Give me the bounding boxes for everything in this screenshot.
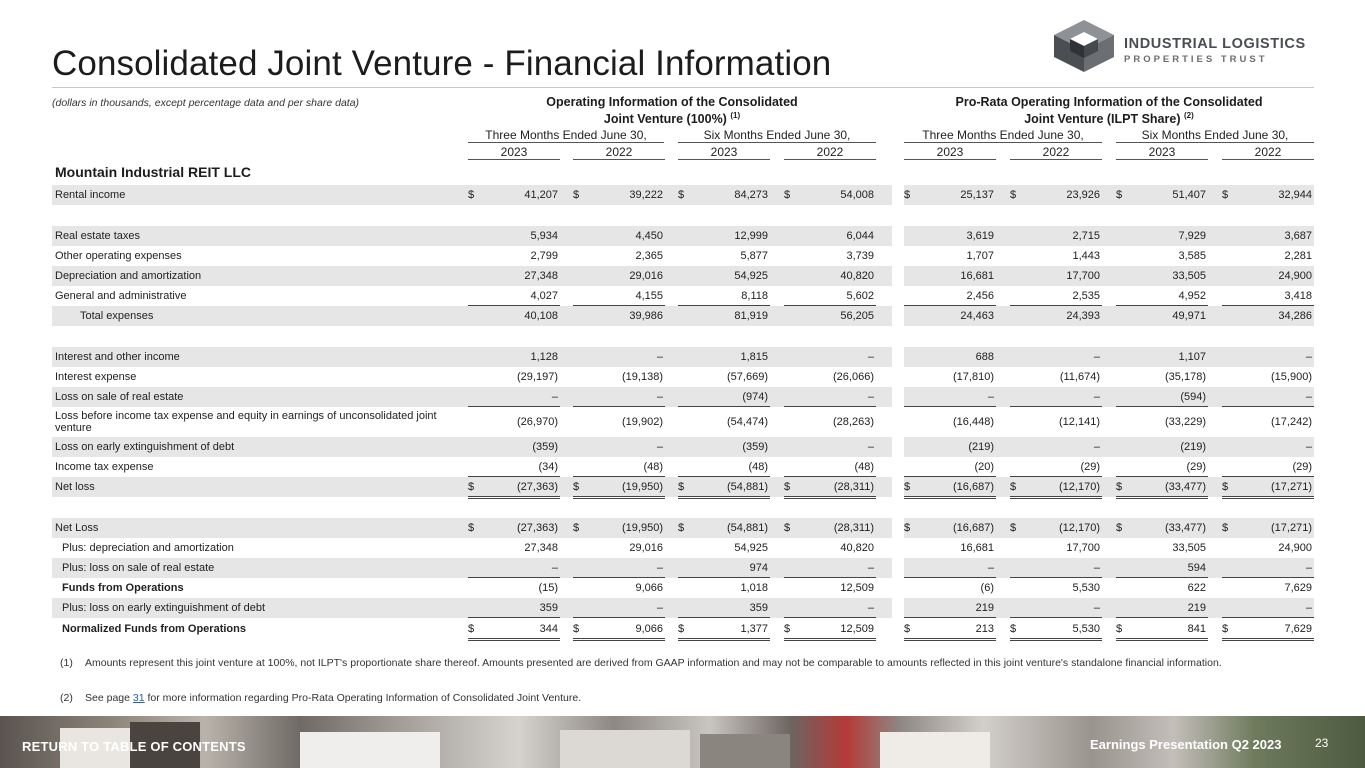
table-cell: (17,271) [1271, 522, 1312, 534]
logo-cube-icon [1052, 18, 1116, 74]
table-cell: – [1093, 602, 1100, 614]
table-cell: 841 [1187, 623, 1206, 635]
table-cell: 4,450 [635, 230, 663, 242]
table-cell: 5,934 [530, 230, 558, 242]
total-double-underline [573, 638, 665, 641]
currency-symbol: $ [573, 189, 580, 201]
sum-underline [573, 617, 665, 618]
table-cell: (48) [748, 461, 768, 473]
table-cell: – [987, 391, 994, 403]
table-cell: 40,820 [840, 542, 874, 554]
table-row [52, 578, 1314, 598]
table-cell: (19,950) [622, 481, 663, 493]
table-cell: 6,044 [846, 230, 874, 242]
currency-symbol: $ [1116, 481, 1123, 493]
logo-subname: PROPERTIES TRUST [1124, 54, 1268, 65]
table-cell: – [867, 441, 874, 453]
footnote-text: for more information regarding Pro-Rata Operating Information of Consolidated Joint Venture. [144, 692, 582, 704]
table-cell: 27,348 [524, 270, 558, 282]
row-label: Loss before income tax expense and equity in earnings of unconsolidated joint venture [55, 410, 437, 434]
table-cell: 1,377 [740, 623, 768, 635]
table-cell: 84,273 [734, 189, 768, 201]
row-label: Net Loss [55, 522, 99, 534]
table-cell: – [987, 562, 994, 574]
table-cell: – [551, 391, 558, 403]
company-logo [1052, 18, 1322, 74]
currency-symbol: $ [904, 189, 911, 201]
table-cell: – [656, 562, 663, 574]
trailer-shape [300, 732, 440, 768]
total-double-underline [904, 638, 996, 641]
table-cell: 17,700 [1066, 542, 1100, 554]
currency-symbol: $ [1222, 481, 1229, 493]
table-cell: (29) [1186, 461, 1206, 473]
table-row [52, 477, 1314, 497]
currency-symbol: $ [1010, 189, 1017, 201]
table-cell: 49,971 [1172, 310, 1206, 322]
sum-underline [468, 617, 560, 618]
table-cell: 7,929 [1178, 230, 1206, 242]
sum-underline [1010, 617, 1102, 618]
table-cell: – [1093, 562, 1100, 574]
table-cell: 32,944 [1278, 189, 1312, 201]
total-double-underline [1010, 638, 1102, 641]
table-row [52, 286, 1314, 306]
currency-symbol: $ [678, 623, 685, 635]
table-cell: – [656, 441, 663, 453]
table-cell: 12,999 [734, 230, 768, 242]
currency-symbol: $ [678, 522, 685, 534]
table-cell: 39,222 [629, 189, 663, 201]
table-cell: 33,505 [1172, 542, 1206, 554]
table-cell: (219) [968, 441, 994, 453]
year-header: 2022 [1222, 145, 1314, 160]
total-double-underline [1116, 638, 1208, 641]
table-cell: 622 [1187, 582, 1206, 594]
total-double-underline [678, 496, 770, 499]
table-cell: 344 [539, 623, 558, 635]
table-cell: (594) [1180, 391, 1206, 403]
table-cell: (34) [538, 461, 558, 473]
year-header: 2023 [904, 145, 996, 160]
currency-symbol: $ [573, 481, 580, 493]
total-double-underline [678, 638, 770, 641]
table-cell: 1,443 [1072, 250, 1100, 262]
currency-symbol: $ [904, 522, 911, 534]
table-cell: 2,365 [635, 250, 663, 262]
table-cell: (17,810) [953, 371, 994, 383]
currency-symbol: $ [573, 522, 580, 534]
table-row [52, 407, 1314, 437]
page-link[interactable]: 31 [132, 692, 145, 704]
table-cell: 33,505 [1172, 270, 1206, 282]
table-cell: – [1093, 441, 1100, 453]
table-row [52, 306, 1314, 326]
row-label: General and administrative [55, 290, 187, 302]
currency-symbol: $ [468, 189, 475, 201]
total-double-underline [573, 496, 665, 499]
table-cell: 12,509 [840, 623, 874, 635]
table-cell: (12,170) [1059, 481, 1100, 493]
table-cell: (17,242) [1271, 416, 1312, 428]
period-header: Three Months Ended June 30, [904, 128, 1102, 143]
row-label: Real estate taxes [55, 230, 140, 242]
table-cell: (26,970) [517, 416, 558, 428]
table-cell: (12,170) [1059, 522, 1100, 534]
left-group-footnote-ref: (1) [730, 111, 741, 120]
table-cell: 24,900 [1278, 542, 1312, 554]
table-cell: 27,348 [524, 542, 558, 554]
right-group-line1: Pro-Rata Operating Information of the Consolidated [955, 95, 1263, 109]
table-cell: (219) [1180, 441, 1206, 453]
footnote-text: Amounts represent this joint venture at 100%, not ILPT's proportionate share thereof. Amounts presented are derived from GAAP information and may not be comparable to amounts reflected in this joint venture's standalone financial information. [85, 657, 1222, 669]
table-row [52, 387, 1314, 407]
table-cell: 8,118 [741, 290, 768, 302]
trailer-shape [560, 730, 690, 768]
trailer-shape [700, 734, 790, 768]
table-cell: 34,286 [1278, 310, 1312, 322]
table-cell: – [656, 391, 663, 403]
left-group-line2: Joint Venture (100%) [603, 112, 727, 127]
table-cell: – [1305, 562, 1312, 574]
table-row [52, 266, 1314, 286]
table-cell: (35,178) [1165, 371, 1206, 383]
currency-symbol: $ [784, 481, 791, 493]
table-cell: – [1305, 351, 1312, 363]
table-row [52, 246, 1314, 266]
currency-symbol: $ [468, 481, 475, 493]
table-cell: 40,820 [840, 270, 874, 282]
table-cell: 54,008 [840, 189, 874, 201]
table-cell: (28,311) [833, 522, 874, 534]
table-cell: (19,902) [622, 416, 663, 428]
table-cell: 4,952 [1178, 290, 1206, 302]
period-header: Three Months Ended June 30, [468, 128, 664, 143]
table-row [52, 558, 1314, 578]
table-cell: 81,919 [734, 310, 768, 322]
table-cell: (54,881) [727, 522, 768, 534]
table-cell: 5,877 [740, 250, 768, 262]
table-cell: 359 [539, 602, 558, 614]
table-cell: 1,018 [740, 582, 768, 594]
table-cell: – [1093, 351, 1100, 363]
table-cell: (15) [538, 582, 558, 594]
table-cell: 12,509 [840, 582, 874, 594]
right-group-line2: Joint Venture (ILPT Share) [1024, 112, 1181, 127]
table-cell: 2,535 [1072, 290, 1100, 302]
table-cell: (48) [854, 461, 874, 473]
row-label: Interest expense [55, 371, 137, 383]
currency-symbol: $ [784, 189, 791, 201]
currency-symbol: $ [1010, 623, 1017, 635]
table-cell: (16,687) [953, 481, 994, 493]
table-cell: – [867, 391, 874, 403]
table-cell: 39,986 [629, 310, 663, 322]
total-double-underline [1222, 496, 1314, 499]
table-cell: 2,456 [966, 290, 994, 302]
table-row [52, 226, 1314, 246]
row-label: Income tax expense [55, 461, 154, 473]
table-cell: (11,674) [1059, 371, 1100, 383]
table-cell: (17,271) [1271, 481, 1312, 493]
table-cell: 3,418 [1284, 290, 1312, 302]
table-cell: (16,448) [953, 416, 994, 428]
currency-symbol: $ [1116, 522, 1123, 534]
table-cell: 2,715 [1072, 230, 1100, 242]
table-cell: (27,363) [517, 481, 558, 493]
row-label: Other operating expenses [55, 250, 182, 262]
table-cell: (29) [1080, 461, 1100, 473]
trailer-shape [880, 732, 990, 768]
total-double-underline [468, 496, 560, 499]
row-label: Loss on early extinguishment of debt [55, 441, 235, 453]
table-cell: – [867, 351, 874, 363]
year-header: 2023 [678, 145, 770, 160]
table-cell: 16,681 [960, 542, 994, 554]
table-cell: 54,925 [734, 542, 768, 554]
row-label: Funds from Operations [62, 582, 184, 594]
currency-symbol: $ [1222, 522, 1229, 534]
table-cell: 3,739 [846, 250, 874, 262]
table-cell: (54,881) [727, 481, 768, 493]
table-cell: 24,463 [960, 310, 994, 322]
currency-symbol: $ [1116, 623, 1123, 635]
presentation-label: Earnings Presentation Q2 2023 [1090, 737, 1282, 752]
table-cell: 4,027 [530, 290, 558, 302]
currency-symbol: $ [1010, 481, 1017, 493]
table-cell: 3,619 [966, 230, 994, 242]
left-group-header [468, 96, 876, 126]
period-header: Six Months Ended June 30, [1116, 128, 1314, 143]
table-cell: (28,263) [833, 416, 874, 428]
table-cell: 2,799 [530, 250, 558, 262]
table-row [52, 457, 1314, 477]
table-cell: – [867, 562, 874, 574]
table-row [52, 619, 1314, 639]
row-label: Net loss [55, 481, 95, 493]
table-cell: 51,407 [1172, 189, 1206, 201]
logo-name: INDUSTRIAL LOGISTICS [1124, 36, 1306, 52]
table-cell: (20) [974, 461, 994, 473]
table-cell: (359) [532, 441, 558, 453]
table-cell: 2,281 [1284, 250, 1312, 262]
table-cell: (974) [742, 391, 768, 403]
table-cell: (15,900) [1271, 371, 1312, 383]
table-cell: 4,155 [635, 290, 663, 302]
table-cell: (27,363) [517, 522, 558, 534]
sum-underline [784, 617, 876, 618]
table-cell: (19,950) [622, 522, 663, 534]
currency-symbol: $ [784, 623, 791, 635]
table-cell: (48) [643, 461, 663, 473]
table-cell: 1,815 [740, 351, 768, 363]
sum-underline [678, 617, 770, 618]
table-cell: – [656, 351, 663, 363]
table-row [52, 437, 1314, 457]
table-cell: – [551, 562, 558, 574]
row-label: Plus: loss on sale of real estate [62, 562, 215, 574]
currency-symbol: $ [468, 623, 475, 635]
title-divider [52, 87, 1314, 88]
table-cell: 1,707 [966, 250, 994, 262]
right-group-footnote-ref: (2) [1183, 111, 1194, 120]
total-double-underline [1116, 496, 1208, 499]
table-cell: 29,016 [629, 270, 663, 282]
table-cell: (33,477) [1165, 522, 1206, 534]
table-cell: – [1305, 441, 1312, 453]
currency-symbol: $ [573, 623, 580, 635]
row-label: Loss on sale of real estate [55, 391, 184, 403]
table-cell: 219 [1187, 602, 1206, 614]
table-cell: (6) [980, 582, 994, 594]
table-cell: 17,700 [1066, 270, 1100, 282]
year-header: 2022 [1010, 145, 1102, 160]
table-cell: 9,066 [635, 623, 663, 635]
currency-symbol: $ [784, 522, 791, 534]
currency-symbol: $ [1222, 189, 1229, 201]
table-cell: 16,681 [960, 270, 994, 282]
table-cell: 29,016 [629, 542, 663, 554]
table-cell: – [1305, 391, 1312, 403]
table-row [52, 347, 1314, 367]
table-cell: (33,229) [1165, 416, 1206, 428]
table-row [52, 598, 1314, 618]
total-double-underline [784, 496, 876, 499]
table-cell: 56,205 [840, 310, 874, 322]
table-cell: (16,687) [953, 522, 994, 534]
total-double-underline [1010, 496, 1102, 499]
table-cell: (29) [1292, 461, 1312, 473]
table-cell: – [1305, 602, 1312, 614]
table-cell: 3,585 [1178, 250, 1206, 262]
total-double-underline [468, 638, 560, 641]
table-cell: (28,311) [833, 481, 874, 493]
table-cell: 7,629 [1284, 582, 1312, 594]
row-label: Rental income [55, 189, 126, 201]
row-label: Plus: depreciation and amortization [62, 542, 234, 554]
table-row [52, 185, 1314, 205]
table-cell: (57,669) [727, 371, 768, 383]
table-cell: 23,926 [1066, 189, 1100, 201]
table-cell: 9,066 [635, 582, 663, 594]
table-cell: 5,530 [1072, 623, 1100, 635]
year-header: 2022 [573, 145, 665, 160]
return-to-toc-link[interactable]: RETURN TO TABLE OF CONTENTS [22, 739, 246, 754]
table-cell: 25,137 [960, 189, 994, 201]
total-double-underline [784, 638, 876, 641]
year-header: 2023 [468, 145, 560, 160]
table-cell: 1,128 [530, 351, 558, 363]
table-cell: 24,393 [1066, 310, 1100, 322]
sum-underline [1222, 617, 1314, 618]
page-title: Consolidated Joint Venture - Financial Information [52, 44, 832, 83]
table-cell: 7,629 [1284, 623, 1312, 635]
table-cell: (359) [742, 441, 768, 453]
table-cell: (19,138) [622, 371, 663, 383]
table-cell: (12,141) [1059, 416, 1100, 428]
table-cell: 3,687 [1284, 230, 1312, 242]
units-note: (dollars in thousands, except percentage data and per share data) [52, 97, 360, 109]
table-cell: – [867, 602, 874, 614]
period-header: Six Months Ended June 30, [678, 128, 876, 143]
table-cell: 1,107 [1178, 351, 1206, 363]
total-double-underline [904, 496, 996, 499]
year-header: 2023 [1116, 145, 1208, 160]
table-row [52, 367, 1314, 387]
page-number: 23 [1315, 736, 1329, 750]
table-cell: (33,477) [1165, 481, 1206, 493]
table-cell: 41,207 [524, 189, 558, 201]
table-cell: 688 [975, 351, 994, 363]
currency-symbol: $ [904, 481, 911, 493]
table-cell: 974 [749, 562, 768, 574]
entity-name: Mountain Industrial REIT LLC [55, 164, 251, 180]
table-cell: 219 [975, 602, 994, 614]
currency-symbol: $ [1010, 522, 1017, 534]
currency-symbol: $ [678, 481, 685, 493]
table-cell: (26,066) [833, 371, 874, 383]
table-cell: 40,108 [524, 310, 558, 322]
table-cell: 5,530 [1072, 582, 1100, 594]
footnote-number: (2) [60, 692, 73, 704]
table-cell: (29,197) [517, 371, 558, 383]
sum-underline [1116, 617, 1208, 618]
currency-symbol: $ [468, 522, 475, 534]
left-group-line1: Operating Information of the Consolidated [546, 95, 798, 109]
table-row [52, 518, 1314, 538]
row-label: Total expenses [80, 310, 154, 322]
currency-symbol: $ [678, 189, 685, 201]
currency-symbol: $ [904, 623, 911, 635]
table-cell: (54,474) [727, 416, 768, 428]
footnote-text: See page [85, 692, 133, 704]
table-cell: 5,602 [846, 290, 874, 302]
currency-symbol: $ [1222, 623, 1229, 635]
row-label: Depreciation and amortization [55, 270, 202, 282]
table-cell: – [656, 602, 663, 614]
table-cell: – [1093, 391, 1100, 403]
row-label: Plus: loss on early extinguishment of debt [62, 602, 266, 614]
total-double-underline [1222, 638, 1314, 641]
currency-symbol: $ [1116, 189, 1123, 201]
table-cell: 54,925 [734, 270, 768, 282]
table-cell: 213 [975, 623, 994, 635]
table-cell: 24,900 [1278, 270, 1312, 282]
right-group-header [904, 96, 1314, 126]
table-row [52, 538, 1314, 558]
sum-underline [904, 617, 996, 618]
row-label: Normalized Funds from Operations [62, 623, 246, 635]
footnote-number: (1) [60, 657, 73, 669]
table-cell: 359 [749, 602, 768, 614]
row-label: Interest and other income [55, 351, 180, 363]
table-cell: 594 [1187, 562, 1206, 574]
year-header: 2022 [784, 145, 876, 160]
